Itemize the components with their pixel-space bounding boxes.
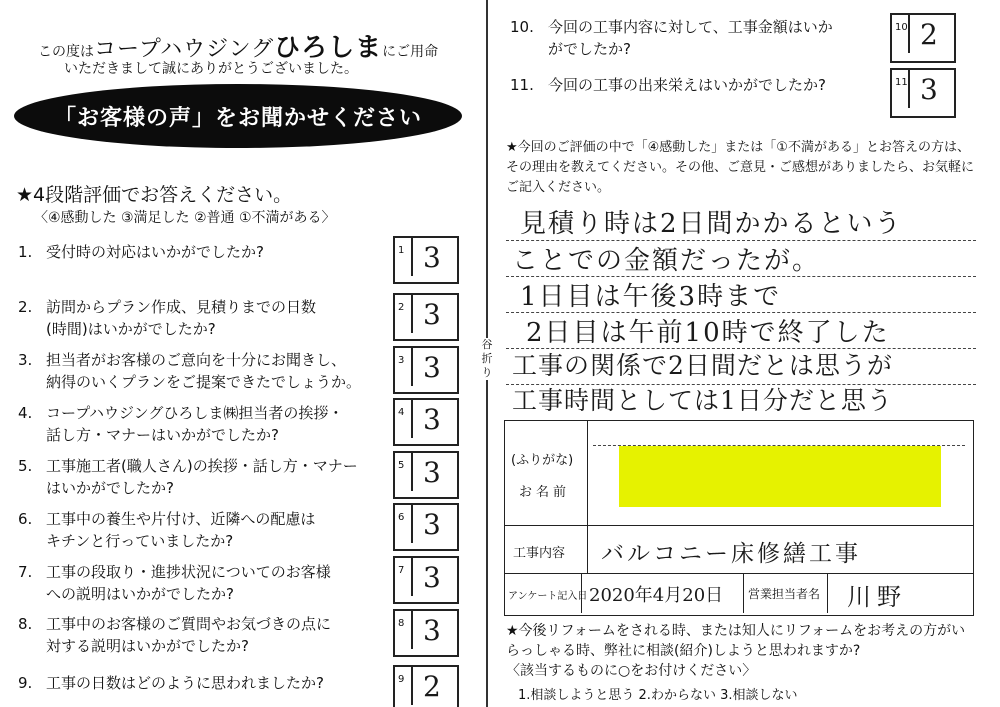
question-number: 9. (18, 674, 33, 692)
greeting-line-2: いただきまして誠にありがとうございました。 (64, 61, 358, 77)
answer-value: 2 (920, 18, 938, 51)
comment-instructions: ★今回のご評価の中で「④感動した」または「①不満がある」とお答えの方は、その理由を教えてください。その他、ご意見・ご感想がありましたら、お気軽にご記入ください。 (506, 140, 975, 195)
answer-value: 3 (423, 241, 441, 274)
question-number: 3. (18, 351, 33, 369)
question-number: 5. (18, 457, 33, 475)
question-5 (18, 455, 358, 499)
question-text: 工事の日数はどのように思われましたか? (46, 674, 324, 692)
question-10 (510, 16, 833, 60)
comment-line-2[interactable]: ことでの金額だったが。 (512, 246, 821, 276)
referral-instruction: 〈該当するものに○をお付けください〉 (506, 663, 757, 679)
box-index: 5 (398, 460, 405, 471)
answer-box-4[interactable] (393, 398, 459, 446)
answer-box-10[interactable] (890, 13, 956, 63)
question-text: 訪問からプラン作成、見積りまでの日数 (46, 298, 317, 316)
work-value[interactable]: バルコニー床修繕工事 (601, 541, 861, 567)
question-2 (18, 296, 316, 340)
question-number: 4. (18, 404, 33, 422)
question-text: 工事施工者(職人さん)の挨拶・話し方・マナー (46, 457, 358, 475)
box-index: 10 (895, 22, 908, 33)
box-index: 1 (398, 245, 405, 256)
question-text: コープハウジングひろしま㈱担当者の挨拶・ (46, 404, 344, 422)
comment-line-3[interactable]: 1日目は午後3時まで (520, 282, 782, 312)
answer-box-6[interactable] (393, 503, 459, 551)
question-6 (18, 508, 315, 552)
comment-line-4[interactable]: 2日目は午前10時で終了した (526, 318, 890, 348)
question-number: 8. (18, 615, 33, 633)
answer-value: 3 (423, 614, 441, 647)
referral-options[interactable]: 1.相談しようと思う 2.わからない 3.相談しない (518, 688, 798, 703)
question-1 (18, 241, 264, 263)
question-text: 工事中の養生や片付け、近隣への配慮は (46, 510, 316, 528)
question-4 (18, 402, 343, 446)
question-text-cont: への説明はいかがでしたか? (46, 585, 234, 603)
box-index: 8 (398, 618, 405, 629)
name-label: お名前 (519, 485, 571, 500)
question-text: 今回の工事の出来栄えはいかがでしたか? (548, 76, 826, 94)
question-text: 工事の段取り・進捗状況についてのお客様 (46, 563, 331, 581)
question-3 (18, 349, 361, 393)
answer-value: 3 (423, 351, 441, 384)
box-index: 11 (895, 77, 908, 88)
greeting-suffix: にご用命 (382, 44, 439, 60)
answer-box-8[interactable] (393, 609, 459, 657)
date-value[interactable]: 2020年4月20日 (589, 585, 724, 606)
box-index: 4 (398, 407, 405, 418)
answer-box-7[interactable] (393, 556, 459, 604)
form-divider (587, 525, 588, 573)
question-text-cont: (時間)はいかがでしたか? (46, 320, 216, 338)
greeting-prefix: この度は (38, 44, 94, 60)
box-index: 2 (398, 302, 405, 313)
comment-line-1[interactable]: 見積り時は2日間かかるという (520, 209, 903, 239)
question-number: 10. (510, 18, 534, 36)
brand-name-hiroshima: ひろしま (274, 33, 383, 63)
brand-name: コープハウジング (94, 37, 275, 62)
question-text: 工事中のお客様のご質問やお気づきの点に (46, 615, 332, 633)
date-label: アンケート記入日 (508, 591, 588, 602)
question-text-cont: 対する説明はいかがでしたか? (46, 637, 249, 655)
box-index: 3 (398, 355, 405, 366)
answer-value: 3 (423, 508, 441, 541)
answer-value: 3 (423, 403, 441, 436)
answer-value: 3 (423, 561, 441, 594)
furigana-label: (ふりがな) (511, 453, 574, 468)
answer-box-2[interactable] (393, 293, 459, 341)
rating-title: ★4段階評価でお答えください。 (16, 184, 293, 206)
question-text: 受付時の対応はいかがでしたか? (46, 243, 264, 261)
answer-box-1[interactable] (393, 236, 459, 284)
referral-question: ★今後リフォームをされる時、または知人にリフォームをお考えの方がいらっしゃる時、弊社に相談(紹介)しようと思われますか? (506, 623, 966, 659)
question-text-cont: がでしたか? (548, 40, 631, 58)
answer-box-3[interactable] (393, 346, 459, 394)
question-number: 2. (18, 298, 33, 316)
comment-line-6[interactable]: 工事時間としては1日分だと思う (512, 386, 893, 415)
answer-box-9[interactable] (393, 665, 459, 707)
question-text: 今回の工事内容に対して、工事金額はいか (548, 18, 833, 36)
fold-label: 谷折り (481, 338, 493, 379)
form-rule (505, 573, 973, 574)
form-divider (743, 573, 744, 613)
customer-info-form (504, 420, 974, 616)
question-number: 7. (18, 563, 33, 581)
question-text-cont: キチンと行っていましたか? (46, 532, 234, 550)
rating-legend: 〈④感動した ③満足した ②普通 ①不満がある〉 (34, 210, 336, 226)
answer-value: 2 (423, 670, 441, 703)
staff-label: 営業担当者名 (748, 587, 821, 601)
staff-value[interactable]: 川野 (847, 583, 907, 611)
name-field-redacted[interactable] (619, 446, 941, 507)
question-number: 1. (18, 243, 33, 261)
form-divider (587, 421, 588, 525)
question-8 (18, 613, 331, 657)
question-number: 6. (18, 510, 33, 528)
work-label: 工事内容 (513, 546, 566, 561)
box-index: 9 (398, 674, 405, 685)
question-text-cont: 納得のいくプランをご提案できたでしょうか。 (46, 373, 362, 391)
answer-box-11[interactable] (890, 68, 956, 118)
box-index: 7 (398, 565, 405, 576)
question-text: 担当者がお客様のご意向を十分にお聞きし、 (46, 351, 347, 369)
comment-line-5[interactable]: 工事の関係で2日間だとは思うが (512, 351, 893, 380)
question-9 (18, 672, 324, 694)
box-index: 6 (398, 512, 405, 523)
question-text-cont: 話し方・マナーはいかがでしたか? (46, 426, 279, 444)
question-11 (510, 74, 826, 96)
answer-value: 3 (423, 298, 441, 331)
answer-box-5[interactable] (393, 451, 459, 499)
answer-value: 3 (920, 73, 938, 106)
banner-title: 「お客様の声」をお聞かせください (53, 105, 422, 131)
question-text-cont: はいかがでしたか? (46, 479, 174, 497)
question-7 (18, 561, 331, 605)
form-divider (827, 573, 828, 613)
form-rule (505, 525, 973, 526)
answer-value: 3 (423, 456, 441, 489)
voice-banner (14, 84, 462, 148)
question-number: 11. (510, 76, 534, 94)
